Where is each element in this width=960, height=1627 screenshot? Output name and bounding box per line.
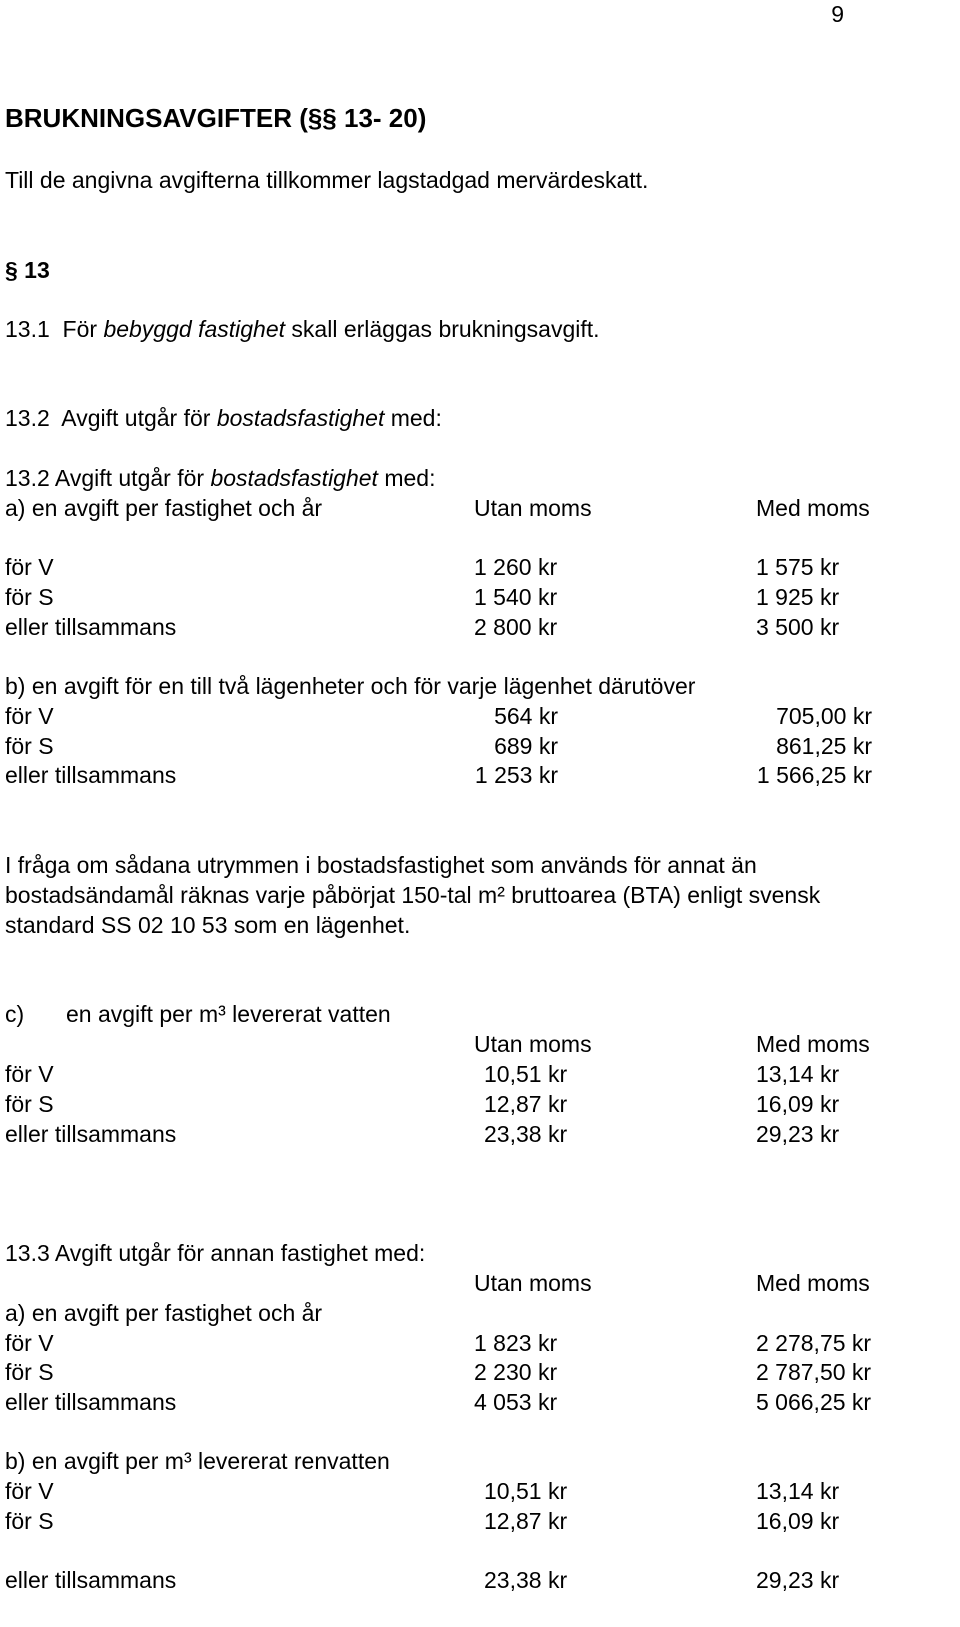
paragraph-text: För xyxy=(62,316,104,342)
paragraph-13-2-repeat xyxy=(5,464,435,492)
note-line: bostadsändamål räknas varje påbörjat 150-tal m² bruttoarea (BTA) enligt svensk xyxy=(5,882,821,908)
row-incl: 1 925 kr xyxy=(756,584,840,610)
row-incl: 13,14 kr xyxy=(756,1478,840,1504)
row-excl: 12,87 kr xyxy=(484,1091,568,1117)
row-incl: 16,09 kr xyxy=(756,1091,840,1117)
row-incl: 29,23 kr xyxy=(756,1567,840,1593)
row-excl: 2 230 kr xyxy=(474,1359,558,1385)
row-incl: 2 787,50 kr xyxy=(756,1359,872,1385)
section-heading: § 13 xyxy=(5,257,50,283)
page-title: BRUKNINGSAVGIFTER (§§ 13- 20) xyxy=(5,103,427,133)
row-label: för V xyxy=(5,554,54,580)
paragraph-number: 13.2 xyxy=(5,405,50,431)
row-label: för V xyxy=(5,703,54,729)
paragraph-text: Avgift utgår för xyxy=(61,405,217,431)
paragraph-text: med: xyxy=(377,465,436,491)
fee-a-label: a) en avgift per fastighet och år xyxy=(5,495,323,521)
note-line: I fråga om sådana utrymmen i bostadsfastighet som används för annat än xyxy=(5,852,757,878)
column-excl-vat: Utan moms xyxy=(474,495,592,521)
row-label: eller tillsammans xyxy=(5,1121,177,1147)
paragraph-emphasis: bebyggd fastighet xyxy=(103,316,286,342)
row-excl: 689 kr xyxy=(494,733,558,759)
column-incl-vat: Med moms xyxy=(756,1270,870,1296)
row-label: eller tillsammans xyxy=(5,762,177,788)
column-excl-vat: Utan moms xyxy=(474,1031,592,1057)
row-label: för V xyxy=(5,1061,54,1087)
paragraph-text: Avgift utgår för xyxy=(54,465,211,491)
row-label: för S xyxy=(5,733,54,759)
row-incl: 3 500 kr xyxy=(756,614,840,640)
paragraph-number: 13.1 xyxy=(5,316,50,342)
row-incl: 29,23 kr xyxy=(756,1121,840,1147)
row-excl: 564 kr xyxy=(494,703,558,729)
column-excl-vat: Utan moms xyxy=(474,1270,592,1296)
paragraph-text: skall erläggas brukningsavgift. xyxy=(285,316,600,342)
row-excl: 10,51 kr xyxy=(484,1061,568,1087)
row-label: för S xyxy=(5,1091,54,1117)
row-label: för V xyxy=(5,1478,54,1504)
fee-b3-label: b) en avgift per m³ levererat renvatten xyxy=(5,1448,390,1474)
row-excl: 1 260 kr xyxy=(474,554,558,580)
fee-a3-label: a) en avgift per fastighet och år xyxy=(5,1300,323,1326)
note-line: standard SS 02 10 53 som en lägenhet. xyxy=(5,912,411,938)
row-excl: 10,51 kr xyxy=(484,1478,568,1504)
row-incl: 5 066,25 kr xyxy=(756,1389,872,1415)
row-incl: 13,14 kr xyxy=(756,1061,840,1087)
row-excl: 1 823 kr xyxy=(474,1330,558,1356)
paragraph-number: 13.2 xyxy=(5,465,50,491)
row-excl: 12,87 kr xyxy=(484,1508,568,1534)
intro-text: Till de angivna avgifterna tillkommer lagstadgad mervärdeskatt. xyxy=(5,167,649,193)
row-label: eller tillsammans xyxy=(5,1389,177,1415)
row-incl: 861,25 kr xyxy=(776,733,872,759)
row-excl: 1 253 kr xyxy=(474,762,558,788)
paragraph-13-3: 13.3 Avgift utgår för annan fastighet med: xyxy=(5,1240,426,1266)
row-label: för S xyxy=(5,1508,54,1534)
paragraph-13-1 xyxy=(5,315,600,343)
row-excl: 23,38 kr xyxy=(484,1121,568,1147)
row-label: för S xyxy=(5,1359,54,1385)
row-incl: 705,00 kr xyxy=(776,703,872,729)
row-label: eller tillsammans xyxy=(5,614,177,640)
column-incl-vat: Med moms xyxy=(756,495,870,521)
row-excl: 23,38 kr xyxy=(484,1567,568,1593)
row-excl: 1 540 kr xyxy=(474,584,558,610)
row-incl: 1 566,25 kr xyxy=(756,762,872,788)
paragraph-13-2 xyxy=(5,404,442,432)
page-number: 9 xyxy=(831,1,844,27)
row-incl: 2 278,75 kr xyxy=(756,1330,872,1356)
paragraph-emphasis: bostadsfastighet xyxy=(210,465,378,491)
row-label: för S xyxy=(5,584,54,610)
paragraph-text: med: xyxy=(384,405,442,431)
column-incl-vat: Med moms xyxy=(756,1031,870,1057)
row-label: eller tillsammans xyxy=(5,1567,177,1593)
fee-c-label: en avgift per m³ levererat vatten xyxy=(66,1001,391,1027)
row-incl: 1 575 kr xyxy=(756,554,840,580)
fee-c-letter: c) xyxy=(5,1001,25,1027)
row-excl: 4 053 kr xyxy=(474,1389,558,1415)
paragraph-emphasis: bostadsfastighet xyxy=(216,405,385,431)
row-incl: 16,09 kr xyxy=(756,1508,840,1534)
fee-b-label: b) en avgift för en till två lägenheter och för varje lägenhet därutöver xyxy=(5,673,696,699)
row-excl: 2 800 kr xyxy=(474,614,558,640)
row-label: för V xyxy=(5,1330,54,1356)
